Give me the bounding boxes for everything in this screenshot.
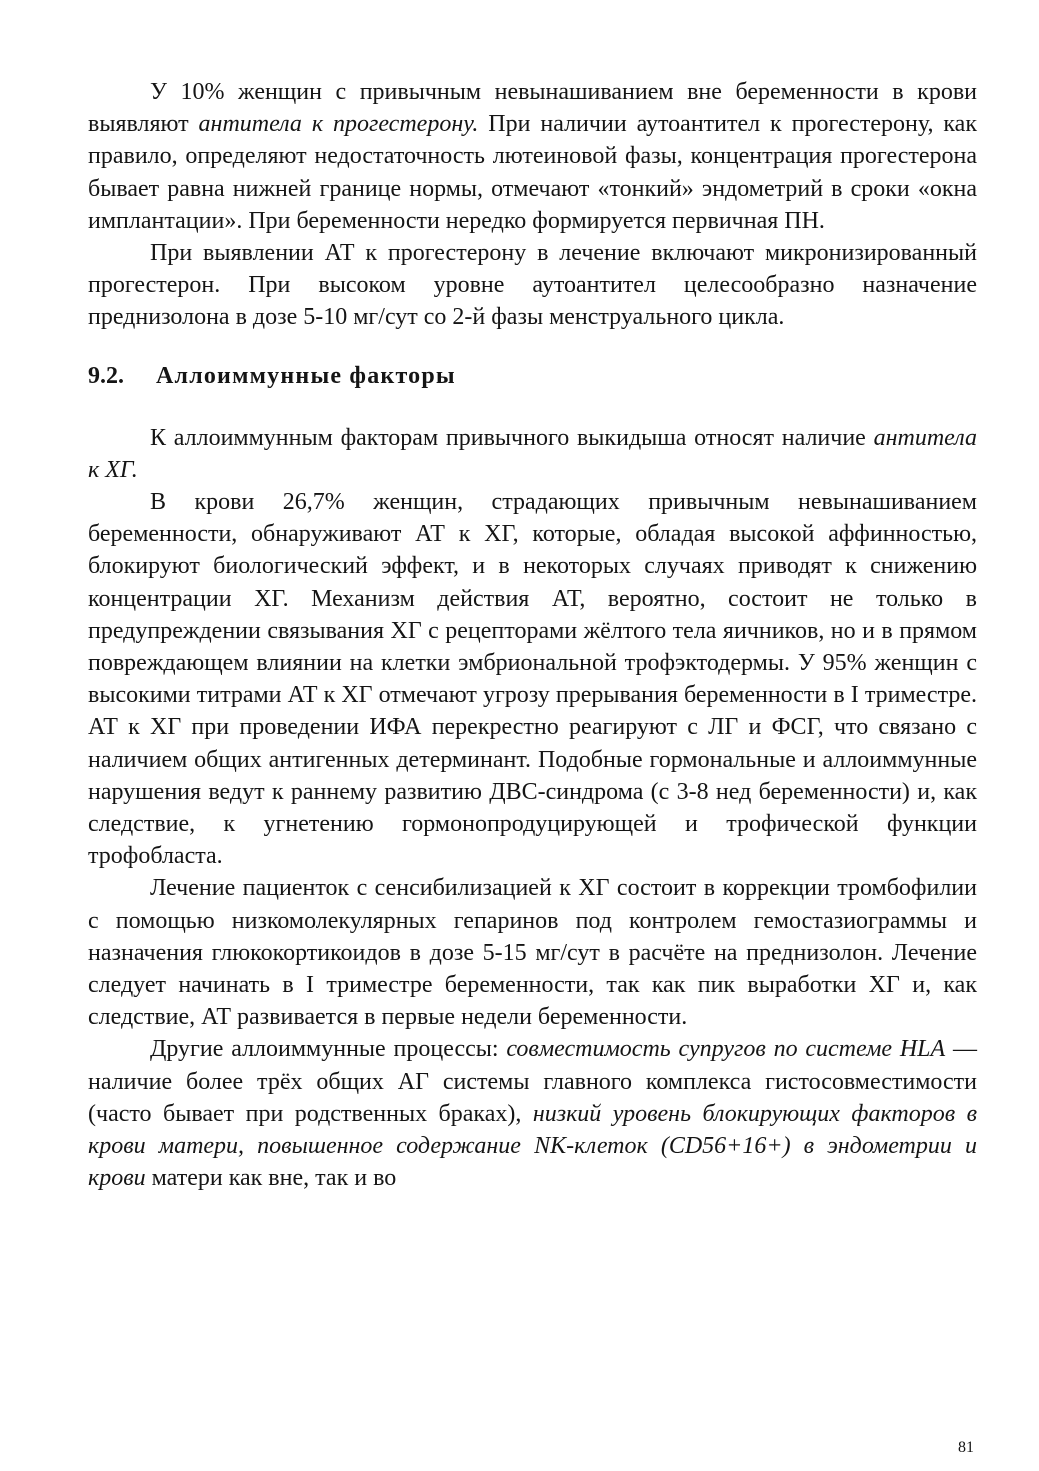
text-run: В крови 26,7% женщин, страдающих привычным невынашиванием беременности, обнаруживают АТ к ХГ, которые, обладая высокой аффинностью, блокируют биологический эффект, и в некоторых случаях приводят к снижению концентрации ХГ. Механизм действия АТ, вероятно, состоит не только в предупреждении связывания ХГ с рецепторами жёлтого тела яичников, но и в прямом повреждающем влиянии на клетки эмбриональной трофэктодермы. У 95% женщин с высокими титрами АТ к ХГ отмечают угрозу прерывания беременности в I триместре. АТ к ХГ при проведении ИФА перекрестно реагируют с ЛГ и ФСГ, что связано с наличием общих антигенных детерминант. Подобные гормональные и аллоиммунные нарушения ведут к раннему развитию ДВС-синдрома (с 3-8 нед беременности) и, как следствие, к угнетению гормонопродуцирующей и трофической функции трофобласта. bbox=[88, 489, 977, 870]
italic-term: низкий уровень блокирующих факторов в крови матери, повышенное содержание NK-клеток (CD56+16+) в эндометрии и крови bbox=[88, 1100, 977, 1192]
paragraph bbox=[88, 422, 977, 486]
paragraph bbox=[88, 76, 977, 237]
text-run: Лечение пациенток с сенсибилизацией к ХГ состоит в коррекции тромбофилии с помощью низкомолекулярных гепаринов под контролем гемостазиограммы и назначения глюкокортикоидов в дозе 5-15 мг/сут в расчёте на преднизолон. Лечение следует начинать в I триместре беременности, так как пик выработки ХГ и, как следствие, АТ развивается в первые недели беременности. bbox=[88, 875, 977, 1031]
text-block-alloimmune bbox=[88, 422, 977, 1195]
section-heading bbox=[88, 360, 977, 392]
italic-term: антитела к прогестерону. bbox=[198, 111, 479, 138]
italic-term: совместимость супругов по системе HLA bbox=[506, 1036, 946, 1063]
italic-term: антитела к ХГ. bbox=[88, 424, 977, 483]
paragraph bbox=[88, 872, 977, 1033]
text-run: У 10% женщин с привычным невынашиванием вне беременности в крови выявляют bbox=[88, 79, 977, 138]
text-block-progesterone bbox=[88, 76, 977, 334]
paragraph bbox=[88, 1033, 977, 1194]
text-run: Другие аллоиммунные процессы: bbox=[150, 1036, 507, 1063]
paragraph bbox=[88, 486, 977, 872]
text-run: — наличие более трёх общих АГ системы главного комплекса гистосовместимости (часто бывает при родственных браках), bbox=[88, 1036, 977, 1127]
paragraph bbox=[88, 237, 977, 334]
text-run: При выявлении АТ к прогестерону в лечение включают микронизированный прогестерон. При высоком уровне аутоантител целесообразно назначение преднизолона в дозе 5-10 мг/сут со 2-й фазы менструального цикла. bbox=[88, 240, 977, 331]
section-title: Аллоиммунные факторы bbox=[156, 362, 456, 389]
text-run: При наличии аутоантител к прогестерону, как правило, определяют недостаточность лютеиновой фазы, концентрация прогестерона бывает равна нижней границе нормы, отмечают «тонкий» эндометрий в сроки «окна имплантации». При беременности нередко формируется первичная ПН. bbox=[88, 111, 977, 234]
text-run: К аллоиммунным факторам привычного выкидыша относят наличие bbox=[150, 424, 874, 451]
page-number: 81 bbox=[958, 1439, 974, 1456]
page-body bbox=[88, 76, 977, 1195]
text-run: матери как вне, так и во bbox=[145, 1165, 397, 1192]
section-number: 9.2. bbox=[88, 362, 124, 389]
